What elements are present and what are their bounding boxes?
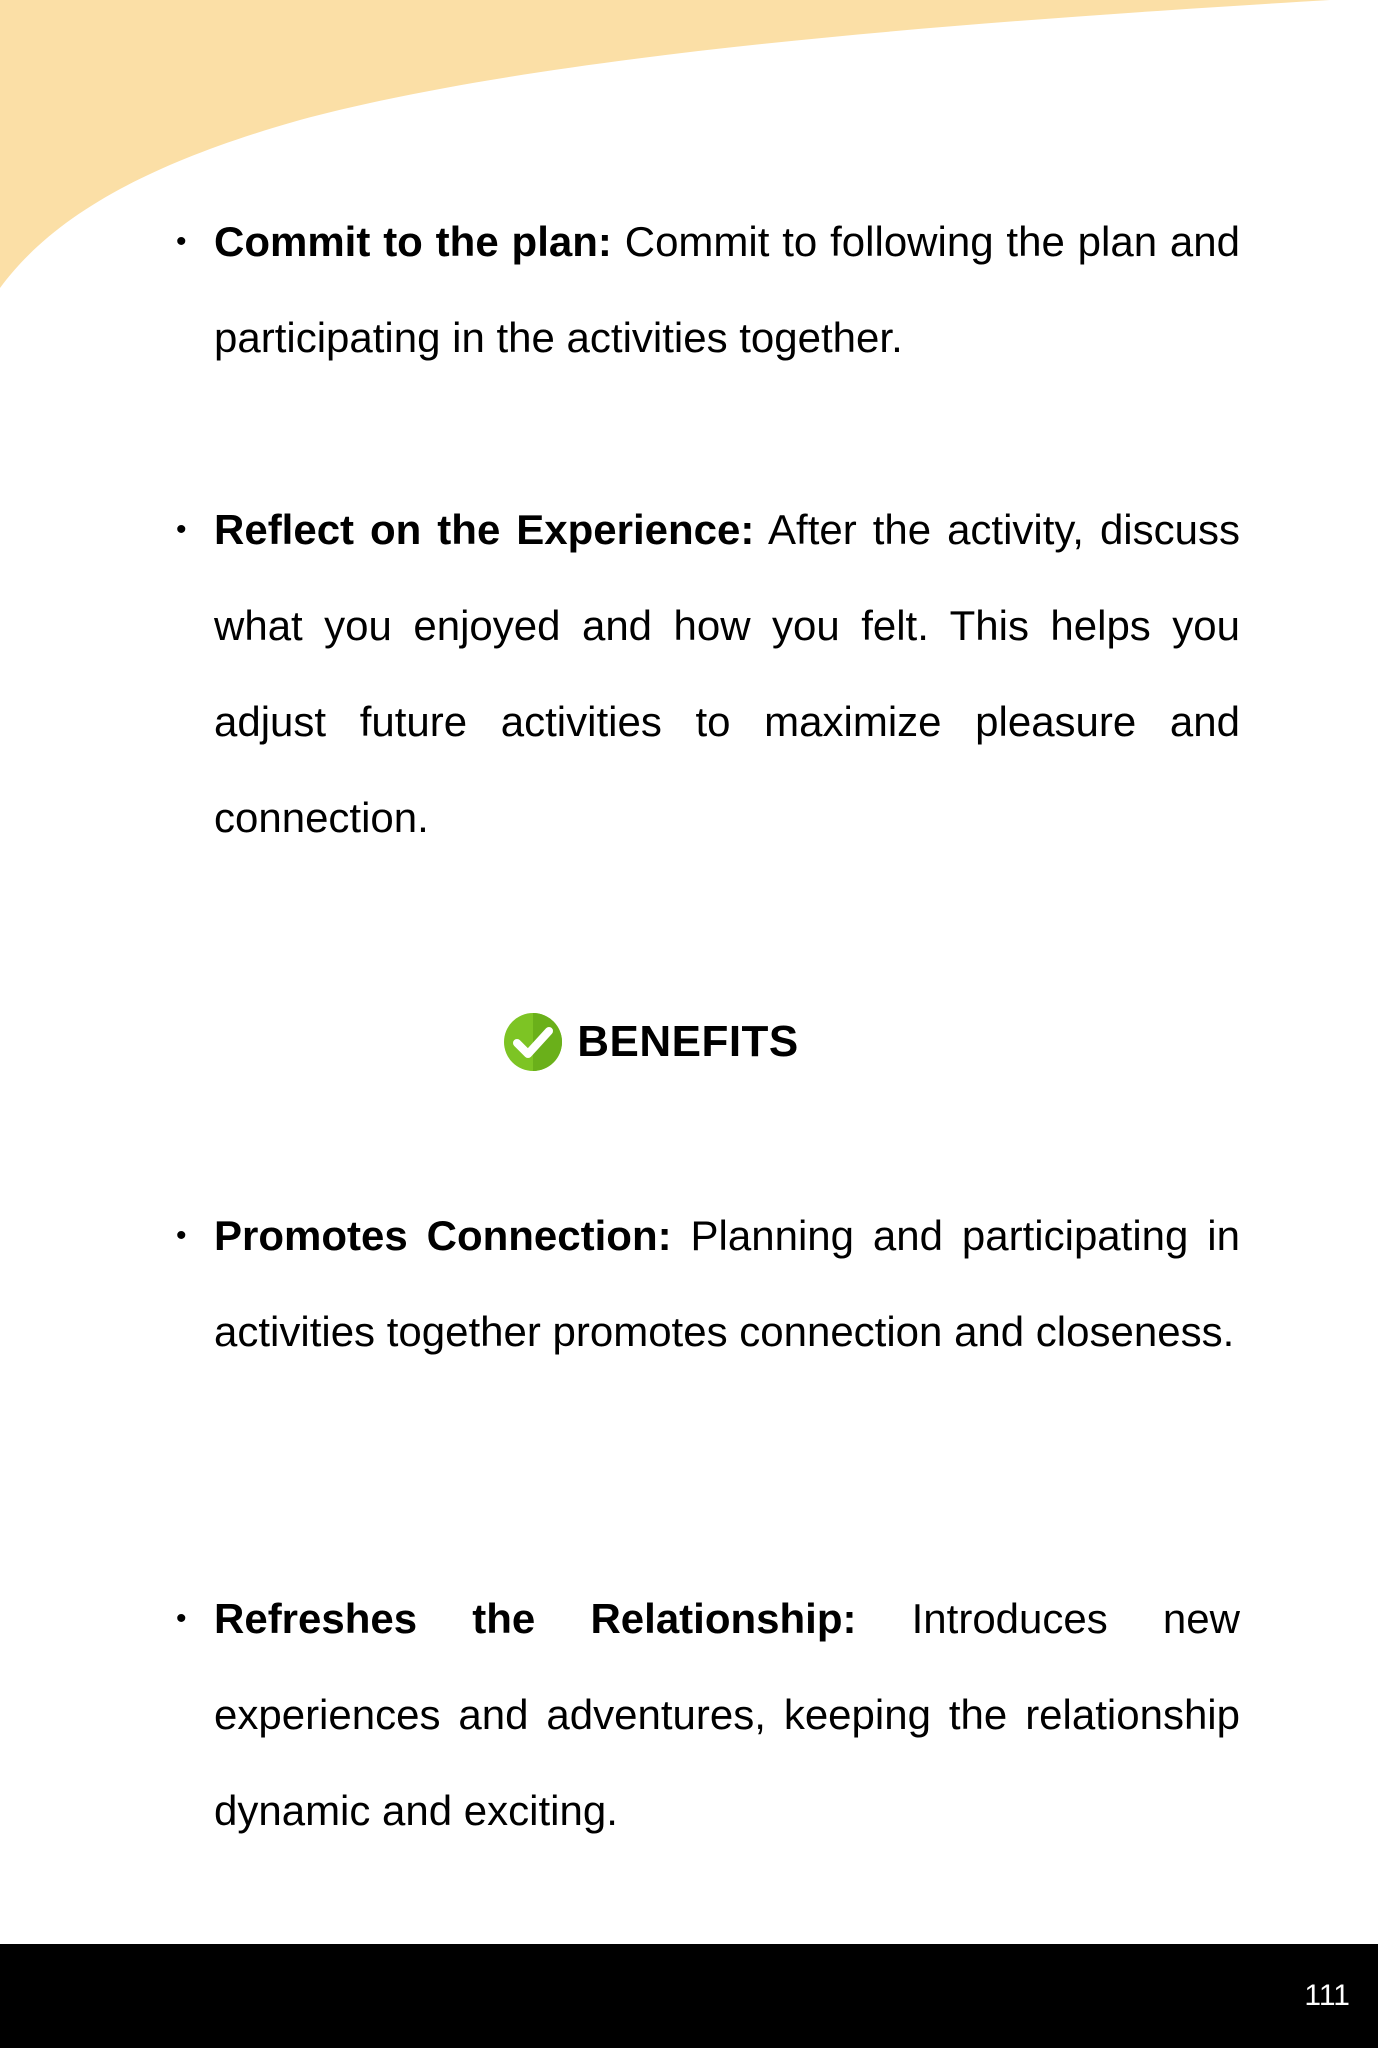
bullet-dot: • (176, 1602, 187, 1635)
list-item (176, 1571, 1240, 1859)
green-check-circle-icon (503, 1012, 563, 1072)
benefits-heading-inner (503, 1012, 799, 1072)
bullet-text: Commit to following the plan and participating in the activities together. (214, 218, 1240, 361)
footer-bar (0, 1944, 1378, 2048)
plan-steps-list-2 (176, 482, 1240, 866)
bullet-dot: • (176, 225, 187, 258)
bullet-text: Introduces new experiences and adventures, keeping the relationship dynamic and exciting. (214, 1595, 1240, 1834)
list-item (176, 482, 1240, 866)
list-item (176, 194, 1240, 386)
bullet-term: Commit to the plan: (214, 218, 612, 265)
benefits-list-2 (176, 1571, 1240, 1859)
bullet-dot: • (176, 513, 187, 546)
list-item (176, 1188, 1240, 1380)
bullet-term: Reflect on the Experience: (214, 506, 755, 553)
benefits-list (176, 1188, 1240, 1380)
benefits-heading (0, 1004, 1378, 1080)
bullet-dot: • (176, 1219, 187, 1252)
bullet-text: Planning and participating in activities together promotes connection and closeness. (214, 1212, 1240, 1355)
bullet-text: After the activity, discuss what you enjoyed and how you felt. This helps you adjust future activities to maximize pleasure and connection. (214, 506, 1240, 841)
section-title: BENEFITS (577, 1017, 799, 1066)
page-number: 111 (1304, 1979, 1350, 2012)
bullet-term: Refreshes the Relationship: (214, 1595, 857, 1642)
bullet-term: Promotes Connection: (214, 1212, 672, 1259)
plan-steps-list (176, 194, 1240, 386)
